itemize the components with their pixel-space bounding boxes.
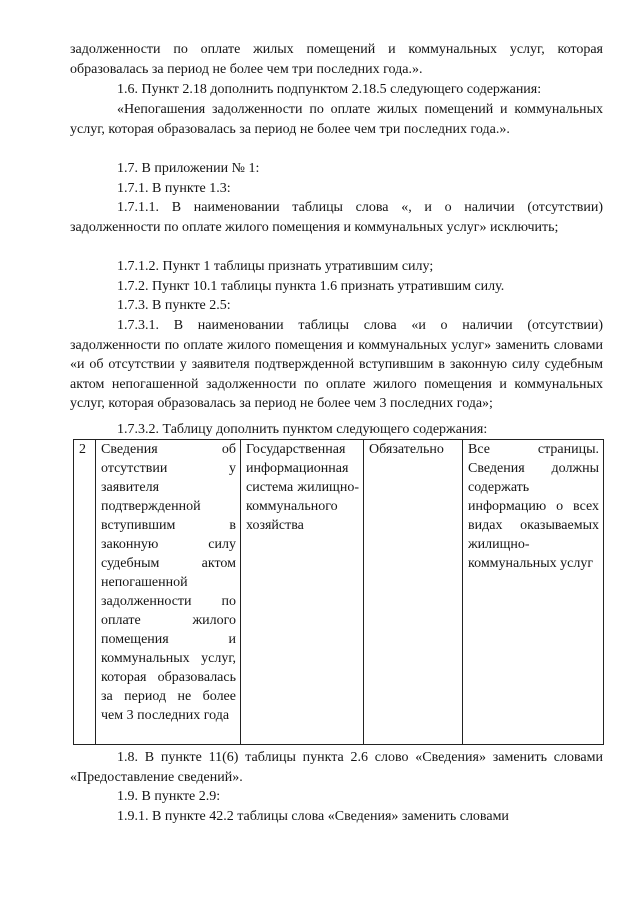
paragraph: 1.7.3.2. Таблицу дополнить пунктом следующего содержания: [117,422,488,437]
paragraph: 1.8. В пункте 11(6) таблицы пункта 2.6 слово «Сведения» заменить словами «Предоставление сведений». [70,750,603,785]
paragraph: задолженности по оплате жилых помещений и коммунальных услуг, которая образовалась за период не более чем три последних года.». [70,42,603,77]
paragraph: 1.7.1. В пункте 1.3: [117,181,231,196]
table-cell-requirements: Все страницы. Сведения должны содержать информацию о всех видах оказываемых жилищно-коммунальных услуг [463,440,604,745]
table-cell-number: 2 [74,440,96,745]
requirements-table [73,439,604,745]
paragraph: 1.7.1.2. Пункт 1 таблицы признать утратившим силу; [117,259,434,274]
paragraph: «Непогашения задолженности по оплате жилых помещений и коммунальных услуг, которая образовалась за период не более чем три последних года.». [70,102,603,137]
table-cell-description: Сведения об отсутствии у заявителя подтвержденной вступившим в законную силу судебным актом непогашенной задолженности по оплате жилого помещения и коммунальных услуг, которая образовалась за период не более чем 3 последних года [96,440,241,745]
table-row [74,440,604,745]
table-cell-required: Обязательно [364,440,463,745]
paragraph: 1.7.3.1. В наименовании таблицы слова «и о наличии (отсутствии) задолженности по оплате жилого помещения и коммунальных услуг» заменить словами «и об отсутствии у заявителя подтвержденной вступившим в законную силу судебным актом непогашенной задолженности по оплате жилого помещения и коммунальных услуг, которая образовалась за период не более чем 3 последних года»; [70,318,603,412]
paragraph: 1.9.1. В пункте 42.2 таблицы слова «Сведения» заменить словами [117,809,509,824]
paragraph: 1.7.3. В пункте 2.5: [117,298,231,313]
paragraph: 1.7.1.1. В наименовании таблицы слова «, и о наличии (отсутствии) задолженности по оплате жилого помещения и коммунальных услуг» исключить; [70,200,603,235]
paragraph: 1.7.2. Пункт 10.1 таблицы пункта 1.6 признать утратившим силу. [117,279,505,294]
paragraph: 1.9. В пункте 2.9: [117,789,221,804]
table-cell-source: Государственная информационная система жилищно-коммунального хозяйства [241,440,364,745]
paragraph: 1.6. Пункт 2.18 дополнить подпунктом 2.18.5 следующего содержания: [117,82,542,97]
paragraph: 1.7. В приложении № 1: [117,161,260,176]
